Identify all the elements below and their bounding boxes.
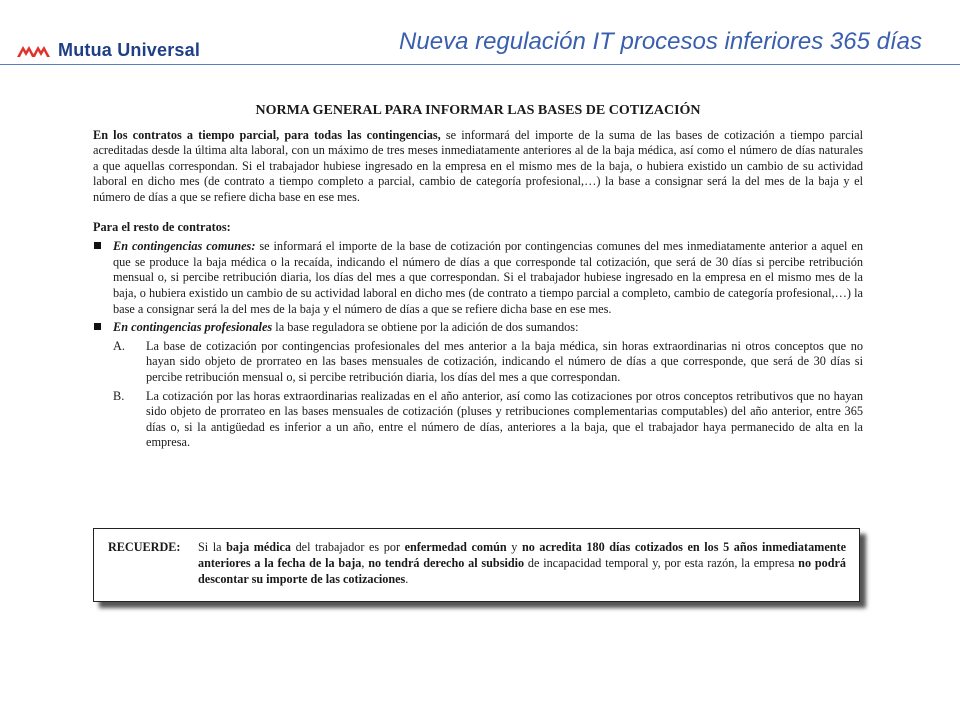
partial-contracts-lead: En los contratos a tiempo parcial, para todas las contingencias,: [93, 127, 441, 142]
list-item: [93, 320, 863, 336]
item-letter: A.: [113, 338, 125, 353]
mutua-universal-logo: [16, 40, 200, 61]
professional-contingencies-text: [113, 320, 863, 336]
logo-text: Mutua Universal: [58, 40, 201, 60]
list-item: [93, 339, 863, 386]
item-text: La base de cotización por contingencias profesionales del mes anterior a la baja médica, sin horas extraordinarias ni otros conceptos que no hayan sido objeto de prorrateo en las bases mensuales de cotización, indicando el número de días a que corresponde, que será de 30 días si percibe retribución mensual o, si percibe retribución diaria, los días del mes a que correspondan.: [146, 338, 863, 384]
reminder-text: Si la baja médica del trabajador es por enfermedad común y no acredita 180 días cotizados en los 5 años inmediatamente anteriores a la fecha de la baja, no tendrá derecho al subsidio de incapacidad temporal y, por esta razón, la empresa no podrá descontar su importe de las cotizaciones.: [198, 540, 846, 586]
header-divider: [0, 64, 960, 65]
common-contingencies-lead: En contingencias comunes:: [113, 239, 256, 254]
document-title: NORMA GENERAL PARA INFORMAR LAS BASES DE COTIZACIÓN: [255, 103, 701, 118]
bullet-square-icon: [93, 239, 113, 317]
document-body: [93, 103, 863, 454]
item-text: La cotización por las horas extraordinarias realizadas en el año anterior, así como las cotizaciones por otros conceptos retributivos que no hayan sido objeto de prorrateo en las bases mensuales de cotización (pluses y retribuciones complementarias computables) del año anterior, entre 365 días o, si la antigüedad es inferior a un año, entre el número de días, anteriores a la baja, que el trabajador haya permanecido de alta en la empresa.: [146, 388, 863, 450]
list-item: [93, 389, 863, 451]
rest-contracts-heading: Para el resto de contratos:: [93, 219, 231, 234]
common-contingencies-text: [113, 239, 863, 317]
professional-contingencies-body: la base reguladora se obtiene por la adición de dos sumandos:: [272, 320, 579, 335]
slide-header: [0, 0, 960, 70]
logo-mark-icon: [16, 42, 52, 60]
reminder-box: [93, 528, 860, 602]
item-letter: B.: [113, 388, 125, 403]
professional-contingencies-lead: En contingencias profesionales: [113, 320, 273, 335]
bullet-square-icon: [93, 320, 113, 336]
partial-contracts-text: se informará del importe de la suma de las bases de cotización a tiempo parcial acreditadas desde la última alta laboral, con un máximo de tres meses inmediatamente anteriores al de la baja médica, así como el número de días naturales a que aquellas correspondan. Si el trabajador hubiese ingresado en la empresa en el mismo mes de la baja, o hubiera existido un cambio de su actividad laboral en dicho mes (de contrato a tiempo completo a parcial, cambio de categoría profesional,…) la base a consignar será la del mes de la baja y el número de días a que se refiere dicha base en ese mes.: [93, 127, 864, 204]
common-contingencies-body: se informará el importe de la base de cotización por contingencias comunes del mes inmediatamente anterior a aquel en que se produce la baja médica o la recaída, indicando el número de días a que corresponde tal cotización, que será de 30 días si percibe retribución mensual o, si percibe retribución diaria, los días del mes a que correspondan. Si el trabajador hubiese ingresado en la empresa en el mismo mes de la baja, o hubiera existido un cambio de su actividad laboral en dicho mes (de contrato a tiempo parcial a completo, cambio de categoría profesional,…) la base a consignar será la del mes de la baja y el número de días a que se refiere dicha base en ese mes.: [113, 239, 863, 316]
reminder-label: RECUERDE:: [108, 540, 181, 554]
partial-contracts-paragraph: [93, 128, 863, 206]
list-item: [93, 239, 863, 317]
slide-title: Nueva regulación IT procesos inferiores 365 días: [399, 28, 922, 55]
